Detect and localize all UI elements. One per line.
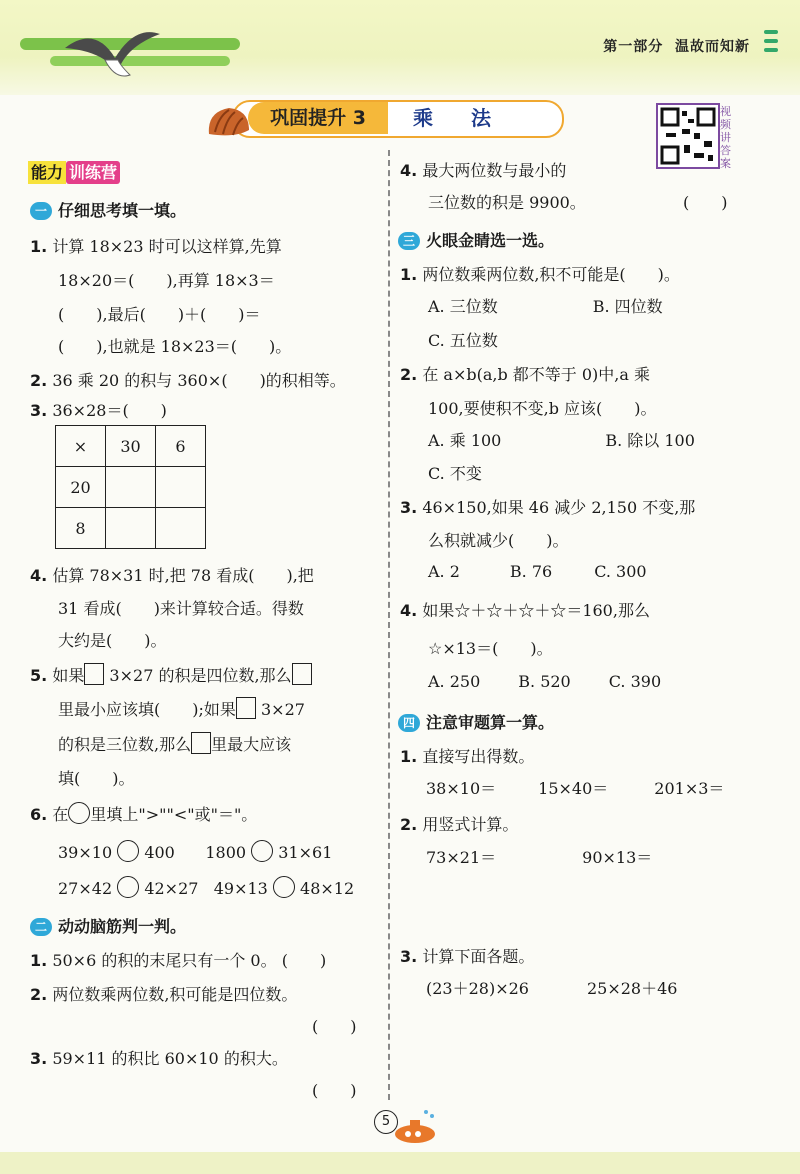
choice-2-line2: 100,要使积不变,b 应该( )。 [428, 399, 657, 418]
calc-1-items: 38×10＝ 15×40＝ 201×3＝ [426, 779, 725, 798]
blank-circle[interactable] [117, 876, 139, 898]
q5-line2: 里最小应该填( );如果 3×27 [58, 697, 305, 720]
calc-1: 1. 直接写出得数。 [400, 747, 535, 766]
lesson-title: 巩固提升 3 [248, 102, 388, 134]
choice-2-options-row2: C. 不变 [428, 464, 482, 483]
shell-icon [205, 104, 253, 138]
table-cell-blank[interactable] [156, 508, 206, 549]
column-divider [388, 150, 390, 1100]
table-cell: 6 [156, 426, 206, 467]
section-2-heading: 二 动动脑筋判一判。 [30, 914, 186, 937]
section-1-heading: 一 仔细思考填一填。 [30, 198, 186, 221]
choice-3-line1: 3. 46×150,如果 46 减少 2,150 不变,那 [400, 498, 696, 517]
choice-1-options-row2: C. 五位数 [428, 331, 498, 350]
table-cell-blank[interactable] [106, 508, 156, 549]
blank-circle[interactable] [68, 802, 90, 824]
brand-label: 能力 训练营 [28, 160, 120, 183]
q1-line4: ( ),也就是 18×23＝( )。 [58, 337, 292, 356]
header-stripes [764, 30, 778, 57]
blank-box[interactable] [236, 697, 256, 719]
q5-line1: 5. 如果 3×27 的积是四位数,那么 [30, 663, 312, 686]
footer-band [0, 1152, 800, 1174]
section-3-heading: 三 火眼金睛选一选。 [398, 228, 554, 251]
q6-line1: 6. 在 里填上">""<"或"＝"。 [30, 802, 257, 825]
calc-2-items: 73×21＝ 90×13＝ [426, 848, 653, 867]
submarine-icon [390, 1106, 440, 1148]
q6-row1: 39×10 400 1800 31×61 [58, 840, 332, 862]
blank-box[interactable] [84, 663, 104, 685]
q5-line3: 的积是三位数,那么 里最大应该 [58, 732, 291, 755]
choice-4-line1: 4. 如果☆＋☆＋☆＋☆＝160,那么 [400, 601, 650, 620]
judge-2-answer[interactable]: ( ) [312, 1017, 357, 1036]
table-cell: × [56, 426, 106, 467]
q4-right-answer[interactable]: ( ) [683, 193, 728, 212]
judge-3: 3. 59×11 的积比 60×10 的积大。 [30, 1049, 288, 1068]
q1-line3: ( ),最后( )＋( )＝ [58, 305, 261, 324]
judge-1: 1. 50×6 的积的末尾只有一个 0。 ( ) [30, 951, 327, 970]
q1-line2: 18×20＝( ),再算 18×3＝ [58, 271, 275, 290]
q4-right-line1: 4. 最大两位数与最小的 [400, 161, 567, 180]
choice-2-options-row1: A. 乘 100 B. 除以 100 [428, 431, 695, 450]
table-cell: 8 [56, 508, 106, 549]
blank-circle[interactable] [251, 840, 273, 862]
choice-1: 1. 两位数乘两位数,积不可能是( )。 [400, 265, 680, 284]
table-cell: 30 [106, 426, 156, 467]
choice-4-options: A. 250 B. 520 C. 390 [428, 672, 662, 691]
q4-right-line2: 三位数的积是 9900。 [428, 193, 586, 212]
multiplication-table [55, 425, 206, 549]
blank-circle[interactable] [117, 840, 139, 862]
header-section-label: 第一部分 温故而知新 [603, 39, 750, 55]
q4-line2: 31 看成( )来计算较合适。得数 [58, 599, 304, 618]
q1-line1: 1. 计算 18×23 时可以这样算,先算 [30, 237, 282, 256]
q4-line1: 4. 估算 78×31 时,把 78 看成( ),把 [30, 566, 314, 585]
blank-circle[interactable] [273, 876, 295, 898]
qr-code[interactable] [656, 103, 720, 169]
calc-3: 3. 计算下面各题。 [400, 947, 535, 966]
blank-box[interactable] [191, 732, 211, 754]
calc-2: 2. 用竖式计算。 [400, 815, 519, 834]
table-cell: 20 [56, 467, 106, 508]
q2: 2. 36 乘 20 的积与 360×( )的积相等。 [30, 371, 346, 390]
choice-2-line1: 2. 在 a×b(a,b 都不等于 0)中,a 乘 [400, 365, 651, 384]
table-cell-blank[interactable] [106, 467, 156, 508]
page-number: 5 [374, 1110, 398, 1134]
choice-3-line2: 么积就减少( )。 [428, 531, 569, 550]
qr-caption: 视频讲答案 [720, 105, 731, 170]
section-4-heading: 四 注意审题算一算。 [398, 710, 554, 733]
calc-3-items: (23＋28)×26 25×28＋46 [426, 979, 678, 998]
qr-code-icon [658, 105, 718, 167]
q4-line3: 大约是( )。 [58, 631, 167, 650]
q5-line4: 填( )。 [58, 769, 135, 788]
blank-box[interactable] [292, 663, 312, 685]
seagull-illustration [20, 20, 260, 90]
table-cell-blank[interactable] [156, 467, 206, 508]
judge-3-answer[interactable]: ( ) [312, 1081, 357, 1100]
q6-row2: 27×42 42×27 49×13 48×12 [58, 876, 354, 898]
q3: 3. 36×28＝( ) [30, 401, 167, 420]
choice-3-options: A. 2 B. 76 C. 300 [428, 562, 647, 581]
lesson-topic: 乘法 [413, 106, 529, 130]
judge-2: 2. 两位数乘两位数,积可能是四位数。 [30, 985, 298, 1004]
choice-4-line2: ☆×13＝( )。 [428, 639, 553, 658]
choice-1-options-row1: A. 三位数 B. 四位数 [428, 297, 663, 316]
